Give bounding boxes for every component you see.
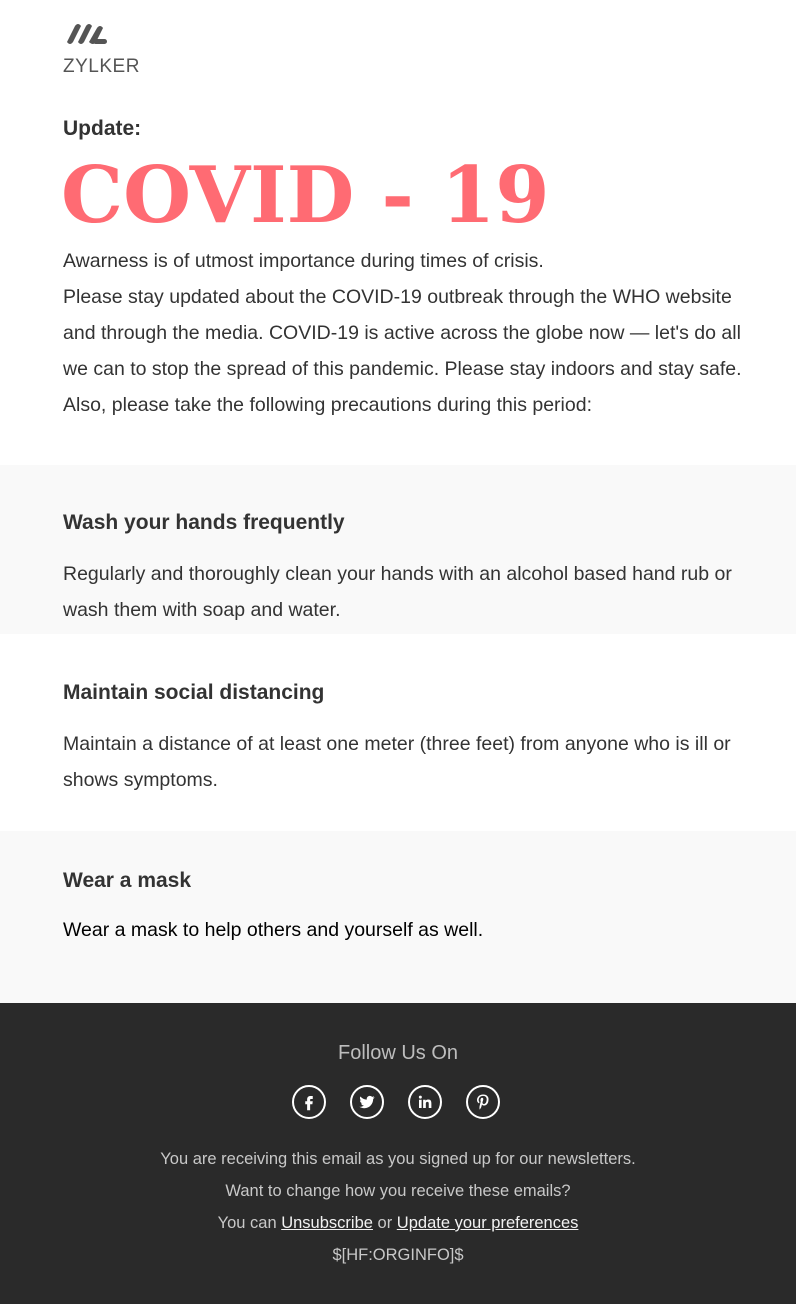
precaution-text: Wear a mask to help others and yourself as well.	[63, 919, 484, 941]
email-header	[0, 0, 796, 465]
email-footer	[0, 1003, 796, 1304]
precaution-title: Wash your hands frequently	[63, 511, 345, 534]
precaution-section	[0, 831, 796, 1003]
zylker-logo-icon	[63, 18, 109, 48]
follow-us-label: Follow Us On	[337, 1042, 459, 1064]
precaution-text: Maintain a distance of at least one meter (three feet) from anyone who is ill or shows symptoms.	[63, 733, 731, 791]
newsletter-notice: You are receiving this email as you signed up for our newsletters.	[160, 1150, 636, 1168]
change-preference-question: Want to change how you receive these emails?	[225, 1182, 571, 1200]
brand-logo	[63, 18, 140, 77]
unsubscribe-link[interactable]: Unsubscribe	[281, 1214, 373, 1232]
brand-name: ZYLKER	[63, 56, 140, 77]
precaution-section	[0, 465, 796, 634]
precaution-text: Regularly and thoroughly clean your hands with an alcohol based hand rub or wash them with soap and water.	[63, 563, 732, 621]
org-info: $[HF:ORGINFO]$	[332, 1246, 464, 1264]
twitter-icon[interactable]	[350, 1085, 384, 1119]
intro-paragraph: Please stay updated about the COVID-19 outbreak through the WHO website and through the media. COVID-19 is active across the globe now — let's do all we can to stop the spread of this pandemic. Please stay indoors and stay safe. Also, please take the following precautions during this period:	[63, 286, 742, 416]
social-links	[292, 1085, 504, 1121]
unsubscribe-line	[0, 1214, 796, 1233]
you-can-text: You can	[217, 1214, 277, 1232]
headline-title: COVID - 19	[61, 150, 550, 241]
update-label: Update:	[63, 117, 142, 140]
pinterest-icon[interactable]	[466, 1085, 500, 1119]
intro-line: Awarness is of utmost importance during times of crisis.	[63, 250, 544, 272]
linkedin-icon[interactable]	[408, 1085, 442, 1119]
update-preferences-link[interactable]: Update your preferences	[396, 1214, 579, 1232]
precaution-section	[0, 634, 796, 831]
intro-text	[63, 243, 743, 423]
precaution-title: Maintain social distancing	[63, 681, 325, 704]
facebook-icon[interactable]	[292, 1085, 326, 1119]
precaution-title: Wear a mask	[63, 869, 192, 892]
or-text: or	[377, 1214, 393, 1232]
